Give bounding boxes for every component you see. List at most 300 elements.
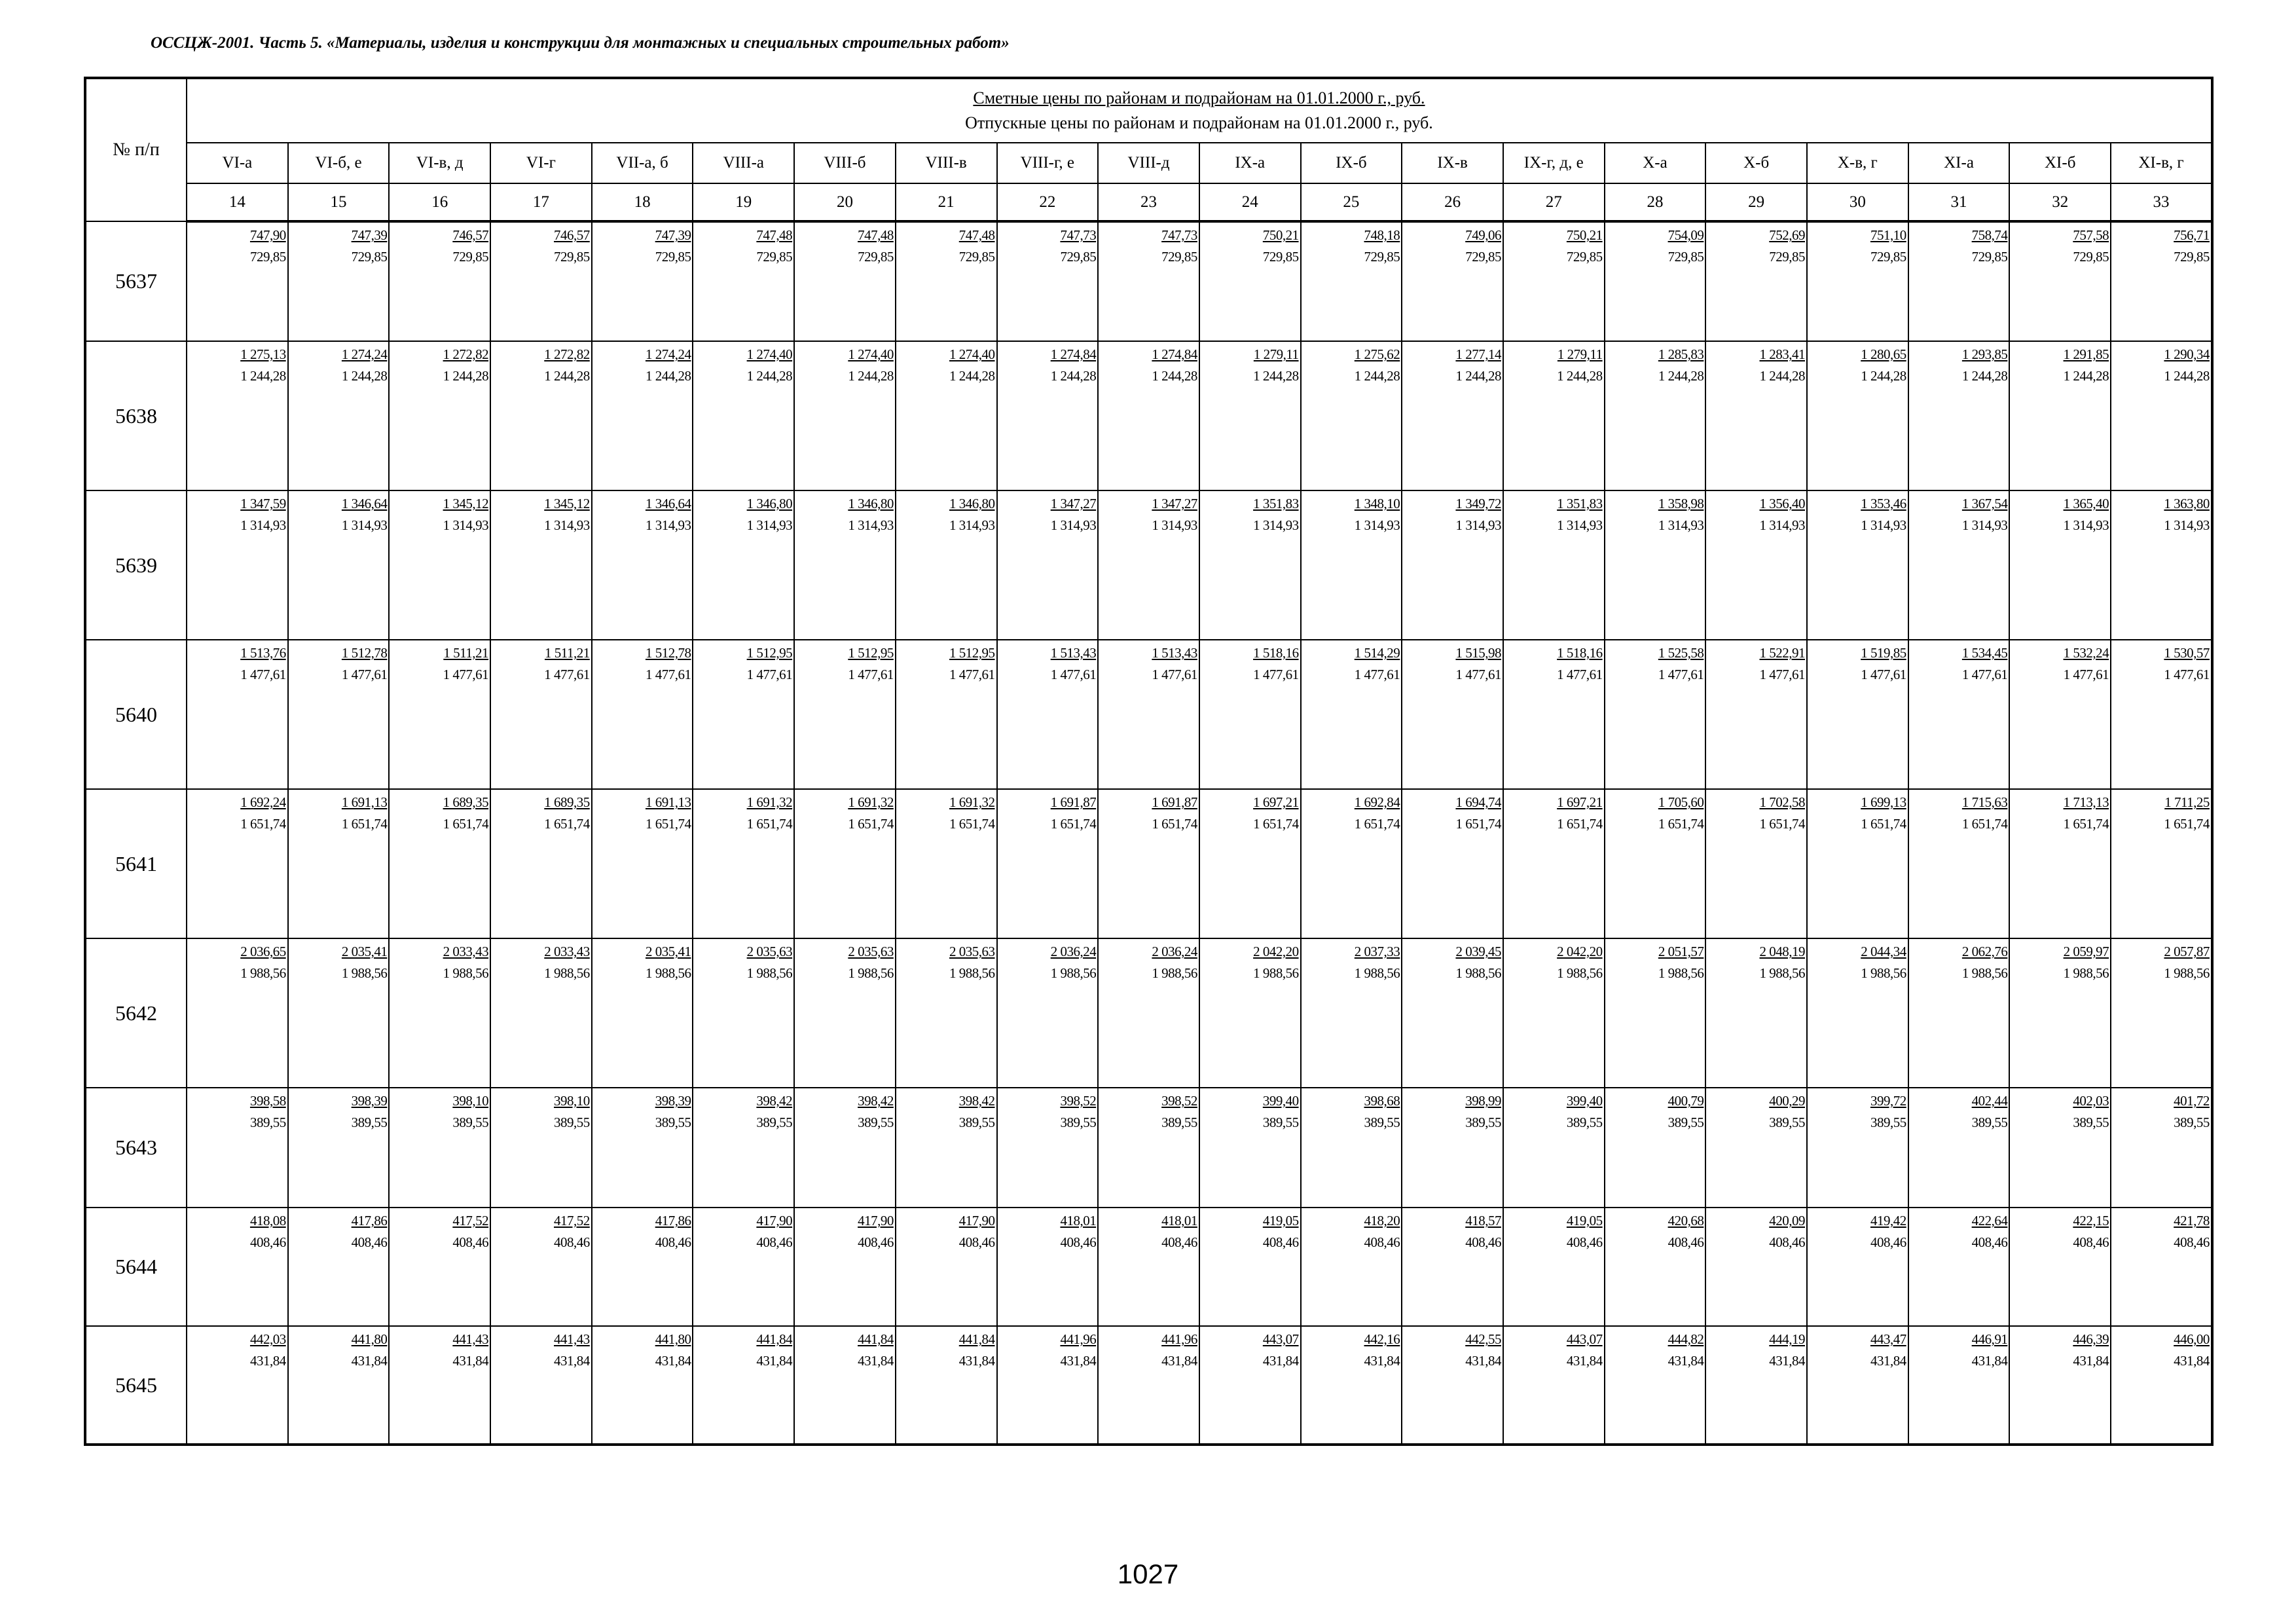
price-cell [1705,1326,1807,1445]
price-cell [1807,490,1908,640]
release-price: 1 314,93 [2063,517,2109,533]
price-cell [1605,1326,1706,1445]
estimated-price: 747,39 [655,227,691,243]
release-price: 389,55 [1364,1115,1400,1130]
estimated-price: 419,42 [1870,1213,1906,1228]
price-cell [1503,640,1605,789]
release-price: 1 314,93 [240,517,286,533]
release-price: 1 477,61 [1759,667,1805,682]
estimated-price: 1 275,62 [1354,346,1400,362]
release-price: 1 651,74 [1861,816,1906,832]
estimated-price: 441,96 [1161,1331,1197,1347]
price-cell [1503,1208,1605,1326]
row-number: 5643 [85,1088,187,1208]
row-number: 5638 [85,341,187,490]
estimated-price: 419,05 [1566,1213,1603,1228]
estimated-price: 417,52 [452,1213,489,1228]
table-title [187,78,2212,143]
release-price: 408,46 [1769,1234,1805,1250]
estimated-price: 1 705,60 [1658,794,1704,810]
price-cell [1402,640,1503,789]
release-price: 729,85 [858,249,894,265]
release-price: 389,55 [1465,1115,1501,1130]
estimated-price: 1 511,21 [443,645,489,661]
price-cell [997,1088,1099,1208]
estimated-price: 1 513,43 [1050,645,1097,661]
column-number: 32 [2009,183,2111,221]
estimated-price: 442,55 [1465,1331,1501,1347]
release-price: 1 651,74 [1354,816,1400,832]
release-price: 1 244,28 [1152,368,1197,384]
price-cell [1098,789,1199,938]
column-number: 33 [2111,183,2212,221]
estimated-price: 1 345,12 [443,496,489,511]
estimated-price: 1 274,24 [341,346,388,362]
release-price: 389,55 [1566,1115,1603,1130]
column-number: 15 [288,183,390,221]
price-cell [1503,221,1605,341]
price-cell [1098,341,1199,490]
estimated-price: 748,18 [1364,227,1400,243]
price-cell [389,1208,490,1326]
title-line-release: Отпускные цены по районам и подрайонам на 01.01.2000 г., руб. [965,113,1433,132]
estimated-price: 398,42 [756,1093,793,1109]
price-cell [997,1208,1099,1326]
price-cell [1807,640,1908,789]
estimated-price: 1 358,98 [1658,496,1704,511]
price-cell [794,1088,896,1208]
price-cell [1605,221,1706,341]
release-price: 1 314,93 [1961,517,2008,533]
price-cell [1301,1326,1402,1445]
release-price: 408,46 [756,1234,793,1250]
region-header: VI-в, д [389,143,490,183]
price-cell [1098,1326,1199,1445]
release-price: 1 477,61 [746,667,793,682]
release-price: 1 314,93 [1455,517,1501,533]
release-price: 1 477,61 [443,667,489,682]
release-price: 1 651,74 [1455,816,1501,832]
release-price: 408,46 [1870,1234,1906,1250]
release-price: 1 651,74 [949,816,995,832]
release-price: 408,46 [858,1234,894,1250]
estimated-price: 2 035,41 [645,944,691,959]
price-cell [1301,490,1402,640]
estimated-price: 446,00 [2174,1331,2210,1347]
release-price: 1 477,61 [1658,667,1704,682]
region-header: VIII-г, е [997,143,1099,183]
release-price: 431,84 [1870,1353,1906,1369]
price-cell [1503,490,1605,640]
estimated-price: 1 272,82 [544,346,590,362]
table-row [85,1088,2212,1208]
price-cell [288,341,390,490]
release-price: 1 244,28 [949,368,995,384]
price-cell [1301,789,1402,938]
estimated-price: 400,79 [1667,1093,1704,1109]
release-price: 1 477,61 [949,667,995,682]
price-cell [288,789,390,938]
release-price: 1 988,56 [848,965,894,981]
estimated-price: 1 274,24 [645,346,691,362]
price-cell [187,490,288,640]
estimated-price: 1 274,84 [1050,346,1097,362]
release-price: 1 314,93 [1759,517,1805,533]
release-price: 1 651,74 [746,816,793,832]
release-price: 408,46 [655,1234,691,1250]
table-row [85,1326,2212,1445]
row-number: 5641 [85,789,187,938]
price-cell [1098,1088,1199,1208]
release-price: 1 314,93 [1152,517,1197,533]
price-cell [288,490,390,640]
estimated-price: 1 518,16 [1557,645,1603,661]
estimated-price: 1 512,95 [746,645,793,661]
price-cell [2111,938,2212,1088]
release-price: 729,85 [1667,249,1704,265]
estimated-price: 758,74 [1971,227,2008,243]
price-cell [1503,341,1605,490]
estimated-price: 1 346,80 [746,496,793,511]
release-price: 1 651,74 [544,816,590,832]
estimated-price: 1 363,80 [2164,496,2210,511]
estimated-price: 1 512,78 [341,645,388,661]
estimated-price: 1 512,78 [645,645,691,661]
release-price: 1 477,61 [1050,667,1097,682]
release-price: 1 651,74 [1759,816,1805,832]
price-cell [490,640,592,789]
price-cell [187,938,288,1088]
price-cell [693,938,794,1088]
release-price: 431,84 [452,1353,489,1369]
release-price: 1 314,93 [848,517,894,533]
estimated-price: 441,43 [554,1331,590,1347]
estimated-price: 398,39 [655,1093,691,1109]
price-cell [1908,938,2010,1088]
estimated-price: 747,48 [756,227,793,243]
estimated-price: 422,64 [1971,1213,2008,1228]
price-cell [592,789,693,938]
column-number-row [85,183,2212,221]
release-price: 729,85 [958,249,995,265]
title-row [85,78,2212,143]
release-price: 1 477,61 [1961,667,2008,682]
release-price: 408,46 [958,1234,995,1250]
price-cell [896,789,997,938]
release-price: 1 651,74 [1152,816,1197,832]
release-price: 431,84 [1667,1353,1704,1369]
price-cell [592,938,693,1088]
estimated-price: 1 275,13 [240,346,286,362]
region-header: IX-б [1301,143,1402,183]
price-cell [2111,490,2212,640]
release-price: 1 477,61 [2063,667,2109,682]
price-cell [1098,1208,1199,1326]
release-price: 1 988,56 [341,965,388,981]
row-number: 5637 [85,221,187,341]
release-price: 389,55 [1060,1115,1097,1130]
release-price: 729,85 [1870,249,1906,265]
price-cell [1301,341,1402,490]
estimated-price: 2 062,76 [1961,944,2008,959]
price-cell [1908,640,2010,789]
column-number: 16 [389,183,490,221]
release-price: 1 244,28 [645,368,691,384]
estimated-price: 417,86 [655,1213,691,1228]
estimated-price: 747,48 [858,227,894,243]
release-price: 1 988,56 [443,965,489,981]
release-price: 389,55 [249,1115,286,1130]
price-cell [490,490,592,640]
price-cell [288,640,390,789]
release-price: 729,85 [2174,249,2210,265]
release-price: 1 244,28 [341,368,388,384]
row-number: 5644 [85,1208,187,1326]
release-price: 1 651,74 [1253,816,1299,832]
release-price: 1 988,56 [2063,965,2109,981]
release-price: 389,55 [1971,1115,2008,1130]
estimated-price: 747,39 [351,227,388,243]
release-price: 389,55 [1769,1115,1805,1130]
release-price: 729,85 [1465,249,1501,265]
column-number: 28 [1605,183,1706,221]
release-price: 1 314,93 [746,517,793,533]
release-price: 1 477,61 [544,667,590,682]
estimated-price: 2 033,43 [544,944,590,959]
estimated-price: 1 713,13 [2063,794,2109,810]
price-cell [490,1326,592,1445]
price-cell [693,789,794,938]
release-price: 1 244,28 [1354,368,1400,384]
estimated-price: 1 274,40 [949,346,995,362]
price-cell [1402,341,1503,490]
estimated-price: 2 035,63 [746,944,793,959]
estimated-price: 417,90 [958,1213,995,1228]
price-cell [896,341,997,490]
release-price: 408,46 [2073,1234,2109,1250]
estimated-price: 2 036,24 [1050,944,1097,959]
estimated-price: 398,52 [1161,1093,1197,1109]
release-price: 431,84 [2174,1353,2210,1369]
estimated-price: 402,44 [1971,1093,2008,1109]
price-cell [389,490,490,640]
release-price: 389,55 [2174,1115,2210,1130]
estimated-price: 2 035,41 [341,944,388,959]
price-cell [592,640,693,789]
estimated-price: 750,21 [1262,227,1299,243]
price-cell [1098,640,1199,789]
price-cell [1301,938,1402,1088]
release-price: 729,85 [1364,249,1400,265]
price-cell [187,1326,288,1445]
release-price: 1 314,93 [949,517,995,533]
estimated-price: 418,57 [1465,1213,1501,1228]
price-cell [389,341,490,490]
release-price: 1 988,56 [1253,965,1299,981]
estimated-price: 1 348,10 [1354,496,1400,511]
price-cell [2009,221,2111,341]
region-header: VIII-в [896,143,997,183]
region-header: X-б [1705,143,1807,183]
price-cell [1301,221,1402,341]
price-cell [187,1208,288,1326]
column-number: 25 [1301,183,1402,221]
price-cell [794,938,896,1088]
price-cell [389,1326,490,1445]
release-price: 1 651,74 [1557,816,1603,832]
price-cell [997,490,1099,640]
estimated-price: 398,99 [1465,1093,1501,1109]
estimated-price: 1 346,64 [645,496,691,511]
estimated-price: 417,90 [858,1213,894,1228]
region-header: VI-а [187,143,288,183]
estimated-price: 749,06 [1465,227,1501,243]
estimated-price: 2 048,19 [1759,944,1805,959]
release-price: 431,84 [958,1353,995,1369]
price-cell [997,341,1099,490]
release-price: 408,46 [452,1234,489,1250]
estimated-price: 446,39 [2073,1331,2109,1347]
price-cell [2009,1208,2111,1326]
release-price: 1 314,93 [544,517,590,533]
price-cell [1199,221,1301,341]
price-cell [288,1326,390,1445]
estimated-price: 1 525,58 [1658,645,1704,661]
estimated-price: 399,40 [1566,1093,1603,1109]
price-cell [1199,640,1301,789]
price-cell [896,640,997,789]
estimated-price: 399,40 [1262,1093,1299,1109]
region-header: VII-а, б [592,143,693,183]
estimated-price: 1 691,32 [746,794,793,810]
price-cell [187,341,288,490]
release-price: 431,84 [1364,1353,1400,1369]
estimated-price: 1 534,45 [1961,645,2008,661]
price-cell [1199,789,1301,938]
title-line-estimated: Сметные цены по районам и подрайонам на 01.01.2000 г., руб. [973,88,1425,107]
estimated-price: 417,52 [554,1213,590,1228]
price-cell [896,1208,997,1326]
release-price: 431,84 [249,1353,286,1369]
estimated-price: 1 283,41 [1759,346,1805,362]
column-number: 21 [896,183,997,221]
release-price: 1 477,61 [341,667,388,682]
release-price: 1 314,93 [645,517,691,533]
estimated-price: 1 293,85 [1961,346,2008,362]
estimated-price: 752,69 [1769,227,1805,243]
estimated-price: 420,68 [1667,1213,1704,1228]
price-cell [1807,1326,1908,1445]
estimated-price: 1 279,11 [1557,346,1603,362]
release-price: 408,46 [1667,1234,1704,1250]
estimated-price: 1 512,95 [848,645,894,661]
price-cell [1705,938,1807,1088]
region-header-row [85,143,2212,183]
price-cell [997,640,1099,789]
estimated-price: 441,84 [958,1331,995,1347]
price-cell [1807,938,1908,1088]
estimated-price: 400,29 [1769,1093,1805,1109]
price-cell [1807,1208,1908,1326]
price-cell [1402,490,1503,640]
estimated-price: 1 351,83 [1253,496,1299,511]
estimated-price: 398,42 [958,1093,995,1109]
release-price: 1 988,56 [645,965,691,981]
price-cell [1908,490,2010,640]
estimated-price: 1 274,84 [1152,346,1197,362]
release-price: 431,84 [2073,1353,2109,1369]
price-cell [288,221,390,341]
price-cell [794,640,896,789]
release-price: 408,46 [1262,1234,1299,1250]
price-cell [1098,221,1199,341]
price-cell [2111,1088,2212,1208]
release-price: 1 651,74 [341,816,388,832]
estimated-price: 1 351,83 [1557,496,1603,511]
release-price: 1 988,56 [544,965,590,981]
estimated-price: 756,71 [2174,227,2210,243]
estimated-price: 1 689,35 [443,794,489,810]
estimated-price: 2 036,24 [1152,944,1197,959]
price-cell [592,221,693,341]
table-row [85,1208,2212,1326]
price-cell [1605,640,1706,789]
estimated-price: 1 346,80 [949,496,995,511]
price-cell [1807,789,1908,938]
estimated-price: 1 353,46 [1861,496,1906,511]
release-price: 1 477,61 [2164,667,2210,682]
release-price: 1 244,28 [1455,368,1501,384]
estimated-price: 420,09 [1769,1213,1805,1228]
release-price: 389,55 [351,1115,388,1130]
estimated-price: 398,58 [249,1093,286,1109]
estimated-price: 1 290,34 [2164,346,2210,362]
estimated-price: 419,05 [1262,1213,1299,1228]
release-price: 1 477,61 [1152,667,1197,682]
estimated-price: 1 347,27 [1152,496,1197,511]
release-price: 408,46 [1060,1234,1097,1250]
price-cell [2111,1326,2212,1445]
price-cell [1705,640,1807,789]
estimated-price: 422,15 [2073,1213,2109,1228]
row-number: 5645 [85,1326,187,1445]
release-price: 1 244,28 [1658,368,1704,384]
price-cell [1402,789,1503,938]
price-cell [1605,1208,1706,1326]
release-price: 1 244,28 [746,368,793,384]
price-cell [389,640,490,789]
estimated-price: 444,82 [1667,1331,1704,1347]
column-number: 17 [490,183,592,221]
price-cell [1402,1208,1503,1326]
price-cell [1908,1326,2010,1445]
estimated-price: 398,52 [1060,1093,1097,1109]
estimated-price: 441,80 [351,1331,388,1347]
price-cell [1908,221,2010,341]
price-cell [1705,490,1807,640]
release-price: 431,84 [554,1353,590,1369]
estimated-price: 747,73 [1060,227,1097,243]
release-price: 1 244,28 [2063,368,2109,384]
price-cell [2009,640,2111,789]
release-price: 389,55 [1870,1115,1906,1130]
release-price: 1 988,56 [746,965,793,981]
estimated-price: 443,47 [1870,1331,1906,1347]
estimated-price: 1 367,54 [1961,496,2008,511]
price-cell [1705,221,1807,341]
price-cell [592,1208,693,1326]
release-price: 1 244,28 [848,368,894,384]
